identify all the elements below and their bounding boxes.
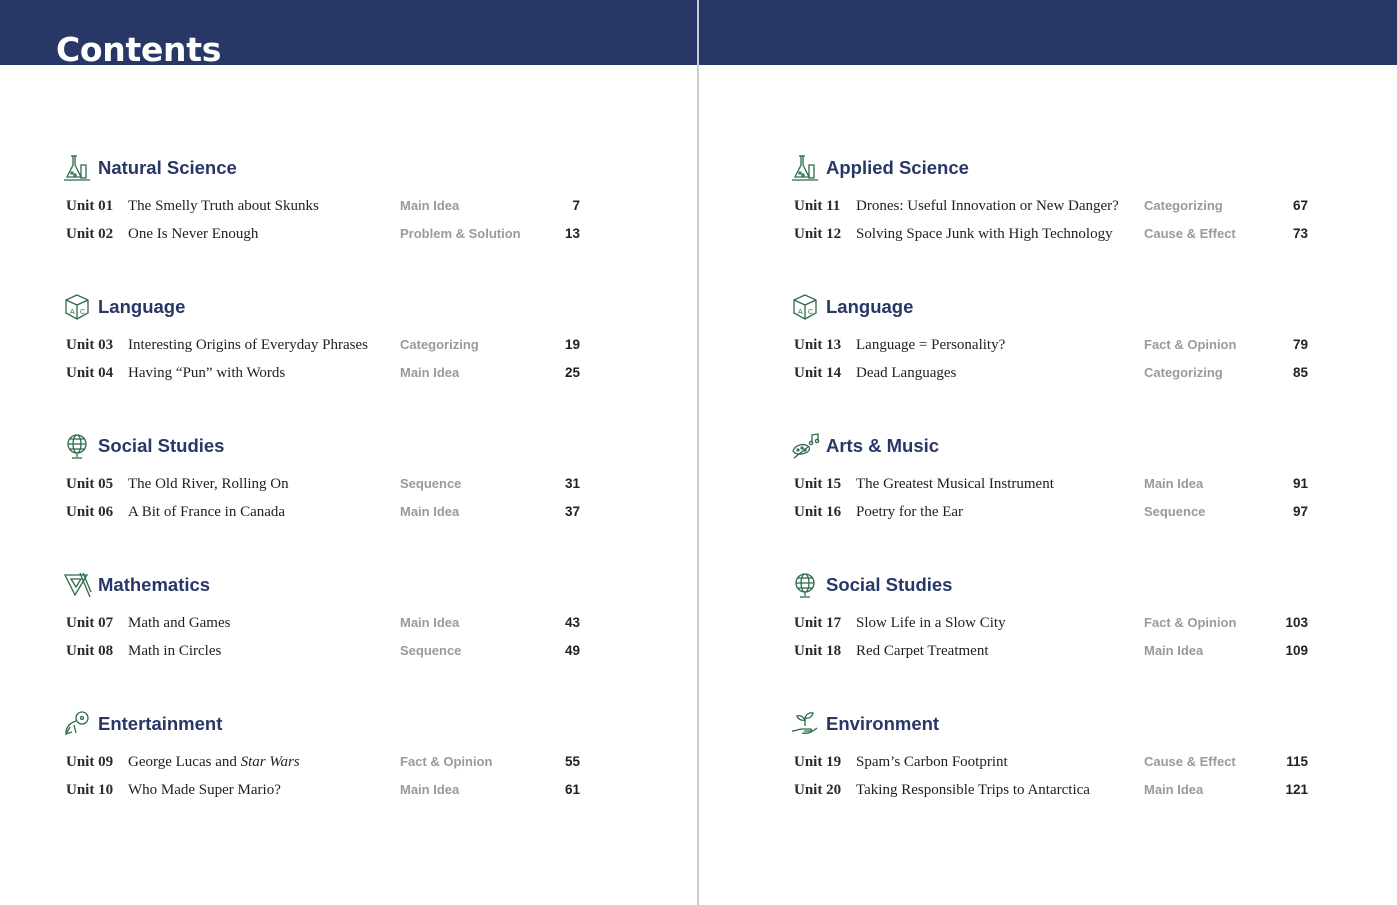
reading-skill: Main Idea [400, 504, 460, 519]
reading-skill: Main Idea [400, 615, 460, 630]
reading-skill: Main Idea [1144, 476, 1204, 491]
unit-row[interactable] [794, 778, 1308, 802]
unit-title: Spam’s Carbon Footprint [856, 753, 1008, 770]
page-number: 31 [564, 476, 580, 491]
unit-number: Unit 15 [794, 475, 842, 492]
section-language [62, 289, 622, 428]
unit-number: Unit 10 [66, 781, 114, 798]
reading-skill: Fact & Opinion [1144, 337, 1237, 352]
section-title: Environment [826, 713, 940, 734]
section-title: Social Studies [98, 435, 225, 456]
page-number: 103 [1285, 615, 1308, 630]
svg-text:C: C [80, 309, 86, 316]
unit-title: Language = Personality? [856, 336, 1006, 353]
page-number: 91 [1292, 476, 1308, 491]
reading-skill: Cause & Effect [1144, 754, 1236, 769]
section-language [790, 289, 1350, 428]
reading-skill: Problem & Solution [400, 226, 521, 241]
section-applied-science [790, 150, 1350, 289]
section-social-studies [62, 428, 622, 567]
page-number: 7 [572, 198, 580, 213]
unit-row[interactable] [794, 333, 1308, 357]
reading-skill: Main Idea [1144, 782, 1204, 797]
svg-text:A: A [798, 309, 803, 316]
unit-number: Unit 16 [794, 503, 842, 520]
unit-row[interactable] [794, 472, 1308, 496]
unit-row[interactable] [66, 750, 580, 774]
page-number: 43 [564, 615, 580, 630]
unit-title: Slow Life in a Slow City [856, 614, 1006, 631]
unit-number: Unit 04 [66, 364, 114, 381]
unit-row[interactable] [794, 222, 1308, 246]
unit-number: Unit 18 [794, 642, 842, 659]
unit-title: The Old River, Rolling On [128, 475, 289, 492]
unit-title: Math and Games [128, 614, 231, 631]
unit-row[interactable] [66, 361, 580, 385]
unit-title: Drones: Useful Innovation or New Danger? [856, 197, 1119, 214]
globe-icon [62, 431, 92, 461]
book-spine [697, 0, 699, 905]
unit-number: Unit 09 [66, 753, 114, 770]
page-number: 109 [1285, 643, 1308, 658]
unit-title: Taking Responsible Trips to Antarctica [856, 781, 1090, 798]
section-arts-music [790, 428, 1350, 567]
reading-skill: Cause & Effect [1144, 226, 1236, 241]
unit-title: The Smelly Truth about Skunks [128, 197, 319, 214]
unit-row[interactable] [66, 333, 580, 357]
reading-skill: Main Idea [400, 782, 460, 797]
page-number: 121 [1285, 782, 1308, 797]
unit-title: Red Carpet Treatment [856, 642, 989, 659]
contents-column-right [790, 150, 1350, 845]
ruler-triangle-icon [62, 570, 92, 600]
abc-block-icon [790, 292, 820, 322]
unit-number: Unit 03 [66, 336, 114, 353]
page-number: 61 [564, 782, 580, 797]
page-number: 13 [564, 226, 580, 241]
unit-number: Unit 08 [66, 642, 114, 659]
unit-title: George Lucas and Star Wars [128, 753, 300, 770]
reading-skill: Categorizing [1144, 198, 1223, 213]
unit-row[interactable] [794, 194, 1308, 218]
unit-number: Unit 02 [66, 225, 114, 242]
unit-row[interactable] [66, 222, 580, 246]
reading-skill: Main Idea [400, 198, 460, 213]
unit-title: Solving Space Junk with High Technology [856, 225, 1113, 242]
section-title: Natural Science [98, 157, 237, 178]
unit-row[interactable] [794, 611, 1308, 635]
unit-title: A Bit of France in Canada [128, 503, 286, 520]
unit-number: Unit 13 [794, 336, 842, 353]
lab-flask-icon [790, 153, 820, 183]
unit-title: Dead Languages [856, 364, 957, 381]
unit-number: Unit 12 [794, 225, 842, 242]
reading-skill: Fact & Opinion [400, 754, 493, 769]
unit-row[interactable] [794, 361, 1308, 385]
unit-row[interactable] [794, 750, 1308, 774]
unit-number: Unit 17 [794, 614, 842, 631]
reading-skill: Sequence [400, 643, 462, 658]
reading-skill: Main Idea [400, 365, 460, 380]
section-title: Applied Science [826, 157, 969, 178]
contents-column-left [62, 150, 622, 845]
section-title: Entertainment [98, 713, 223, 734]
page-number: 97 [1292, 504, 1308, 519]
reading-skill: Main Idea [1144, 643, 1204, 658]
page-title: Contents [56, 30, 222, 69]
globe-icon [790, 570, 820, 600]
page-number: 67 [1292, 198, 1308, 213]
unit-number: Unit 19 [794, 753, 842, 770]
page-number: 115 [1286, 754, 1308, 769]
unit-title: Who Made Super Mario? [128, 781, 281, 798]
unit-title: The Greatest Musical Instrument [856, 475, 1054, 492]
section-mathematics [62, 567, 622, 706]
unit-row[interactable] [66, 500, 580, 524]
lab-flask-icon [62, 153, 92, 183]
section-environment [790, 706, 1350, 845]
unit-row[interactable] [66, 778, 580, 802]
unit-row[interactable] [794, 500, 1308, 524]
film-reel-icon [62, 709, 92, 739]
unit-number: Unit 06 [66, 503, 114, 520]
section-entertainment [62, 706, 622, 845]
unit-number: Unit 11 [794, 197, 841, 214]
page-number: 55 [564, 754, 580, 769]
unit-title: Poetry for the Ear [856, 503, 964, 520]
page-number: 49 [564, 643, 580, 658]
unit-row[interactable] [66, 472, 580, 496]
page-number: 85 [1292, 365, 1308, 380]
section-title: Language [826, 296, 914, 317]
unit-number: Unit 20 [794, 781, 842, 798]
page-number: 37 [564, 504, 580, 519]
header-bar-right [699, 0, 1397, 65]
unit-row[interactable] [66, 639, 580, 663]
reading-skill: Sequence [1144, 504, 1206, 519]
palette-music-icon [790, 431, 820, 461]
unit-number: Unit 07 [66, 614, 114, 631]
unit-row[interactable] [66, 194, 580, 218]
section-title: Mathematics [98, 574, 211, 595]
unit-number: Unit 14 [794, 364, 842, 381]
reading-skill: Categorizing [1144, 365, 1223, 380]
abc-block-icon [62, 292, 92, 322]
unit-number: Unit 05 [66, 475, 114, 492]
unit-title: Math in Circles [128, 642, 222, 659]
unit-title: Having “Pun” with Words [128, 364, 286, 381]
unit-row[interactable] [794, 639, 1308, 663]
reading-skill: Fact & Opinion [1144, 615, 1237, 630]
section-title: Language [98, 296, 186, 317]
unit-number: Unit 01 [66, 197, 114, 214]
page-number: 19 [564, 337, 580, 352]
unit-row[interactable] [66, 611, 580, 635]
section-natural-science [62, 150, 622, 289]
page-number: 73 [1292, 226, 1308, 241]
reading-skill: Sequence [400, 476, 462, 491]
section-social-studies [790, 567, 1350, 706]
page-number: 25 [564, 365, 580, 380]
unit-title: One Is Never Enough [128, 225, 259, 242]
svg-text:A: A [70, 309, 75, 316]
reading-skill: Categorizing [400, 337, 479, 352]
section-title: Arts & Music [826, 435, 940, 456]
page-number: 79 [1292, 337, 1308, 352]
hand-sprout-icon [790, 709, 820, 739]
svg-text:C: C [808, 309, 814, 316]
section-title: Social Studies [826, 574, 953, 595]
unit-title: Interesting Origins of Everyday Phrases [128, 336, 368, 353]
